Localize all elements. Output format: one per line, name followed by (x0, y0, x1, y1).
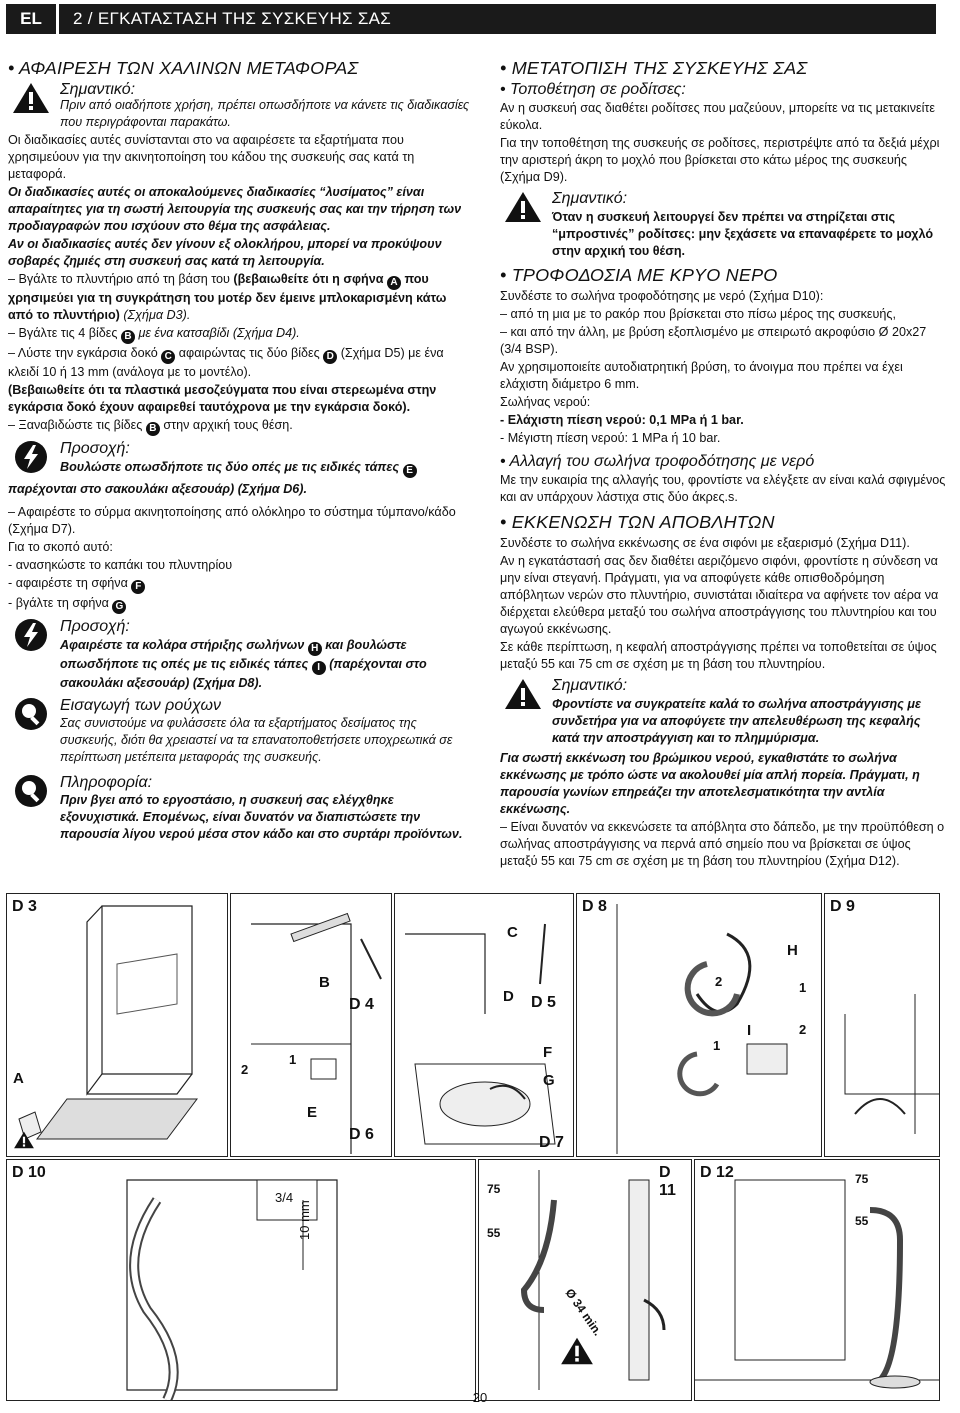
paragraph: Συνδέστε το σωλήνα εκκένωσης σε ένα σιφόνι με εξαερισμό (Σχήμα D11). (500, 536, 910, 550)
paragraph: Αν η συσκευή σας διαθέτει ροδίτσες που μαζεύουν, μπορείτε να τις μετακινείτε εύκολα. (500, 101, 936, 132)
paragraph: Συνδέστε το σωλήνα τροφοδότησης με νερό (Σχήμα D10): (500, 289, 824, 303)
figure-d12: D 12 75 55 (694, 1159, 940, 1401)
lightning-icon (8, 618, 54, 652)
figure-d5-d7: C D D 5 F G D 7 (394, 893, 574, 1157)
attention-note-1: Προσοχή: Βουλώστε οπωσδήποτε τις δύο οπές με τις ειδικές τάπες E (8, 440, 471, 479)
important-note: Σημαντικό: Φροντίστε να συγκρατείτε καλά το σωλήνα αποστράγγισης με συνδετήρα για να αποφύγετε την απελευθέρωση της κεφαλής κατά την αποστράγγιση και το πλημμύρισμα. (500, 677, 948, 748)
language-tag: EL (6, 4, 56, 34)
warning-icon (8, 81, 54, 115)
important-title: Σημαντικό: (60, 81, 136, 98)
section-heading-transport-bolts: • ΑΦΑΙΡΕΣΗ ΤΩΝ ΧΑΛΙΝΩΝ ΜΕΤΑΦΟΡΑΣ (8, 58, 359, 78)
accessories-note: Εισαγωγή των ρούχων (8, 697, 471, 731)
paragraph: Αν η εγκατάστασή σας δεν διαθέτει αεριζόμενο σιφόνι, φροντίστε η σύνδεση να μην είναι στεγανή. Πράγματι, για να αποφύγετε κάθε οπισθοδρόμηση απόβλητων νερών στο πλυντήριο, συνιστάται ιδιαίτερα να αφήνετε τον αέρα να διέρχεται ελεύθερα μεταξύ του σωλήνα αποστράγγισης του πλυντηρίου και του αγωγού εκκένωσης. (500, 554, 939, 636)
subheading-hose-change: • Αλλαγή του σωλήνα τροφοδότησης με νερό (500, 453, 815, 470)
figure-d11: D 11 75 55 Ø 34 min. (478, 1159, 692, 1401)
step-loosen-beam: – Λύστε την εγκάρσια δοκό C αφαιρώντας τις δύο βίδες D (Σχήμα D5) με ένα κλειδί 10 ή 13 mm (ανάλογα με το μοντέλο). (8, 346, 444, 379)
subheading-castors: • Τοποθέτηση σε ροδίτσες: (500, 81, 686, 98)
attention-text: παρέχονται στο σακουλάκι αξεσουάρ) (Σχήμα D6). (8, 482, 307, 496)
warning-icon (559, 1336, 595, 1371)
magnifier-icon (8, 774, 54, 808)
right-column (500, 60, 948, 871)
paragraph: – από τη μια με το ρακόρ που βρίσκεται στο πίσω μέρος της συσκευής, (500, 307, 896, 321)
paragraph: – Είναι δυνατόν να εκκενώσετε τα απόβλητα στο δάπεδο, με την προϋπόθεση ο σωλήνας αποστράγγισης να περνά από σημείο που να βρίσκεται σε ύψος μεταξύ 55 και 75 cm σε σχέση με τη βάση του πλυντηρίου (Σχήμα D12). (500, 820, 945, 868)
chapter-title: 2 / ΕΓΚΑΤΑΣΤΑΣΗ ΤΗΣ ΣΥΣΚΕΥΗΣ ΣΑΣ (59, 4, 936, 34)
lightning-icon (8, 440, 54, 474)
paragraph: Οι διαδικασίες αυτές συνίστανται στο να αφαιρέσετε τα εξαρτήματα που χρησιμεύουν για την ακινητοποίηση του κάδου της συσκευής σας κατά τη μεταφορά. (8, 133, 415, 181)
section-heading-moving: • ΜΕΤΑΤΟΠΙΣΗ ΤΗΣ ΣΥΣΚΕΥΗΣ ΣΑΣ (500, 58, 808, 78)
attention-note-2: Προσοχή: Αφαιρέστε τα κολάρα στήριξης σωλήνων H και βουλώστε οπωσδήποτε τις οπές με τις ειδικές τάπες I (παρέχονται στο σακουλάκι αξεσουάρ) (Σχήμα D8). (8, 618, 471, 693)
page-header (6, 4, 936, 34)
step-remove-screws: – Βγάλτε τις 4 βίδες B με ένα κατσαβίδι (Σχήμα D4). (8, 326, 300, 342)
figure-d4-d6: B D 4 2 1 E D 6 (230, 893, 392, 1157)
step-lift-lid: - ανασηκώστε το καπάκι του πλυντηρίου (8, 558, 233, 572)
paragraph: Με την ευκαιρία της αλλαγής του, φροντίστε να ελέγξετε αν είναι καλά σφιγμένος και αν υπάρχουν λάστιχα στις δύο άκρες.s. (500, 473, 946, 504)
figure-d3: D 3 A (6, 893, 228, 1157)
section-heading-drain: • ΕΚΚΕΝΩΣΗ ΤΩΝ ΑΠΟΒΛΗΤΩΝ (500, 512, 775, 532)
warning-icon (13, 1130, 35, 1155)
important-note: Σημαντικό: Όταν η συσκευή λειτουργεί δεν πρέπει να στηρίζεται στις “μπροστινές” ροδίτσες: μην ξεχάσετε να επαναφέρετε το μοχλό στην αρχική του θέση. (500, 190, 948, 261)
step-remove-wire: – Αφαιρέστε το σύρμα ακινητοποίησης από ολόκληρο το σύστημα τύμπανο/κάδο (Σχήμα D7). (8, 505, 456, 536)
important-text: Πριν από οιαδήποτε χρήση, πρέπει οπωσδήποτε να κάνετε τις διαδικασίες που περιγράφονται παρακάτω. (60, 98, 470, 129)
step-remove-wedge-f: - αφαιρέστε τη σφήνα F (8, 575, 471, 594)
paragraph: (Βεβαιωθείτε ότι τα πλαστικά μεσοζεύγματα που είναι στερεωμένα στην εγκάρσια δοκό έχουν αφαιρεθεί ταυτόχρονα με την εγκάρσια δοκό). (8, 383, 437, 414)
left-column (8, 60, 471, 844)
paragraph: Οι διαδικασίες αυτές οι αποκαλούμενες διαδικασίες “λυσίματος” είναι απαραίτητες για τη σωστή λειτουργία της συσκευής σας και την τήρηση των προδιαγραφών που ισχύουν στο θέμα της ασφάλειας. (8, 185, 462, 233)
info-text: Πριν βγει από το εργοστάσιο, η συσκευή σας ελέγχθηκε εξονυχιστικά. Επομένως, είναι δυνατόν να διαπιστώσετε την παρουσία λίγου νερού μέσα στον κάδο και στο συρτάρι προϊόντων. (60, 793, 463, 841)
step-remove-wedge-g: - βγάλτε τη σφήνα G (8, 595, 471, 614)
paragraph: Για το σκοπό αυτό: (8, 540, 113, 554)
page-number: 20 (472, 1390, 488, 1405)
warning-icon (500, 677, 546, 711)
accessories-text: Σας συνιστούμε να φυλάσσετε όλα τα εξαρτήματος δεσίματος της συσκευής, διότι θα χρειαστεί να τα επανατοποθετήσετε υποχρεωτικά σε περίπτωση μετέπειτα μεταφοράς της συσκευής. (60, 716, 453, 764)
paragraph: Για σωστή εκκένωση του βρώμικου νερού, εγκαθιστάτε το σωλήνα εκκένωσης με τρόπο ώστε να ακολουθεί μία απλή πορεία. Πράγματι, η παρουσία γωνίων επηρεάζει την αποτελεσματικότητα την αντλία εκκένωσης. (500, 751, 920, 816)
figures-area (6, 893, 938, 1413)
paragraph: Σε κάθε περίπτωση, η κεφαλή αποστράγγισης πρέπει να τοποθετείται σε ύψος μεταξύ 55 και 75 cm σε σχέση με τη βάση του πλυντηρίου. (500, 640, 937, 671)
paragraph: – και από την άλλη, με βρύση εξοπλισμένο με σπειρωτό ακροφύσιο Ø 20x27 (3/4 BSP). (500, 325, 927, 356)
paragraph: Αν χρησιμοποιείτε αυτοδιατρητική βρύση, το άνοιγμα που πρέπει να έχει ελάχιστη διάμετρο 6 mm. (500, 360, 903, 391)
paragraph: Αν οι διαδικασίες αυτές δεν γίνουν εξ ολοκλήρου, μπορεί να προκύψουν σοβαρές ζημιές στη συσκευή σας κατά τη λειτουργία. (8, 237, 442, 268)
step-remove-base: – Βγάλτε το πλυντήριο από τη βάση του (βεβαιωθείτε ότι η σφήνα A που χρησιμεύει για τη συγκράτηση του μοτέρ δεν έμεινε μπλοκαρισμένη κάτω από το πλυντήριο) (Σχήμα D3). (8, 272, 447, 322)
max-pressure: - Μέγιστη πίεση νερού: 1 MPa ή 10 bar. (500, 431, 721, 445)
info-note: Πληροφορία: (8, 774, 471, 808)
paragraph: Για την τοποθέτηση της συσκευής σε ροδίτσες, περιστρέψτε από τα δεξιά μέχρι την αριστερή άκρη το μοχλό που βρίσκεται στο κάτω μέρος της συσκευής (Σχήμα D9). (500, 136, 940, 184)
warning-icon (500, 190, 546, 224)
paragraph: Σωλήνας νερού: (500, 395, 591, 409)
figure-d8: D 8 H 2 1 I 2 1 (576, 893, 822, 1157)
figure-d9: D 9 (824, 893, 940, 1157)
section-heading-water-supply: • ΤΡΟΦΟΔΟΣΙΑ ΜΕ ΚΡΥΟ ΝΕΡΟ (500, 265, 778, 285)
magnifier-icon (8, 697, 54, 731)
step-rescrew: – Ξαναβιδώστε τις βίδες B στην αρχική τους θέση. (8, 418, 293, 434)
figure-d10: D 10 3/4 10 mm (6, 1159, 476, 1401)
min-pressure: - Ελάχιστη πίεση νερού: 0,1 MPa ή 1 bar. (500, 413, 744, 427)
